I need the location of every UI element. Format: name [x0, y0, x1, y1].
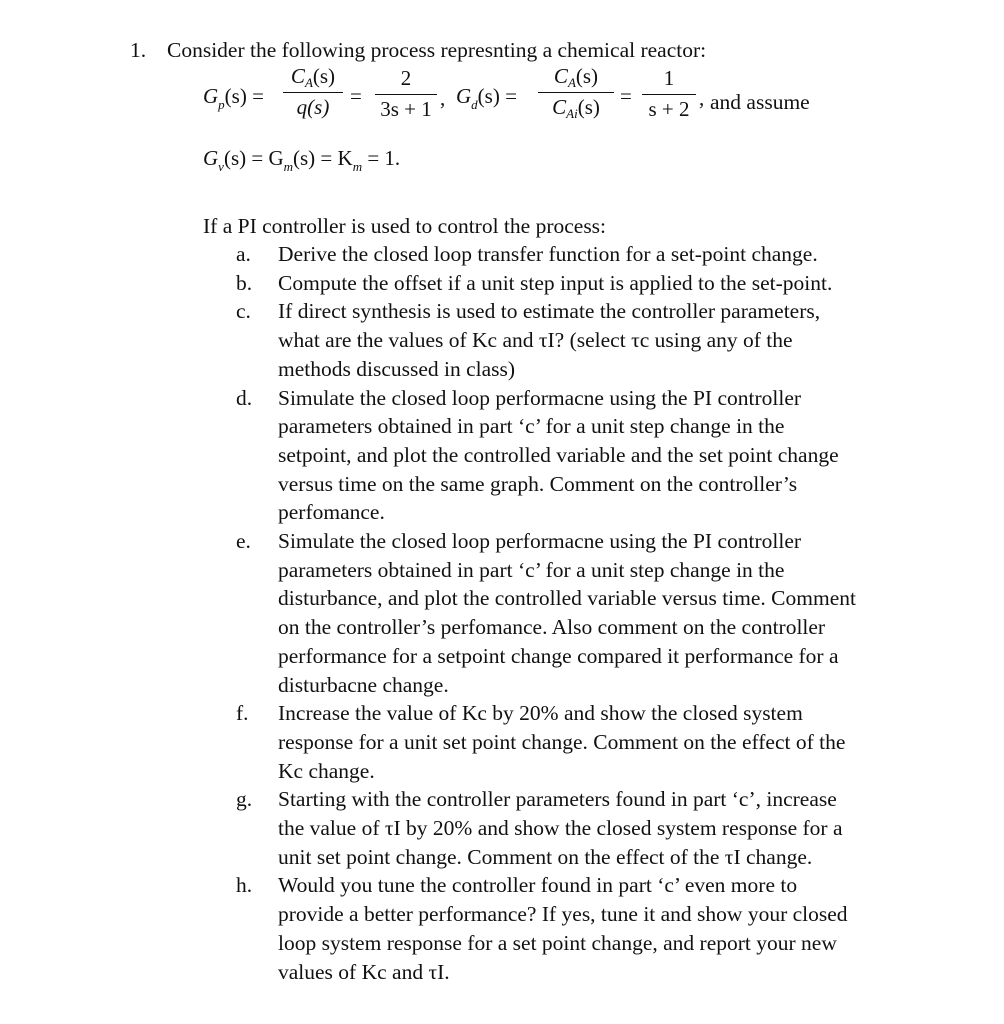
sub-question-text-line: Simulate the closed loop performacne using the PI controller: [278, 529, 802, 554]
sub-question-text-line: parameters obtained in part ‘c’ for a unit step change in the: [278, 414, 785, 439]
sub-question-text-line: versus time on the same graph. Comment on the controller’s: [278, 471, 798, 496]
sub-question-text-line: setpoint, and plot the controlled variable and the set point change: [278, 442, 839, 467]
sub-question-text-line: Increase the value of Kc by 20% and show the closed system: [278, 701, 803, 726]
sub-question-text-line: what are the values of Kc and τI? (select τc using any of the: [278, 328, 793, 353]
gp-fraction-symbolic: CA(s) q(s): [283, 64, 343, 120]
sub-question-list: [236, 240, 956, 986]
sub-question-text-line: Starting with the controller parameters found in part ‘c’, increase: [278, 787, 837, 812]
sub-question-g: [236, 785, 956, 871]
sub-question-text-line: Simulate the closed loop performacne using the PI controller: [278, 385, 802, 410]
sub-question-text-line: provide a better performance? If yes, tune it and show your closed: [278, 902, 848, 927]
sub-question-label: c.: [236, 299, 251, 324]
sub-question-b: [236, 269, 956, 298]
sub-question-label: b.: [236, 270, 253, 295]
gd-fraction-value: 1 s + 2: [642, 66, 696, 122]
sub-question-text-line: parameters obtained in part ‘c’ for a unit step change in the: [278, 557, 785, 582]
sub-question-text-line: loop system response for a set point change, and report your new: [278, 930, 837, 955]
sub-question-h: [236, 871, 956, 986]
sub-question-f: [236, 699, 956, 785]
sub-question-label: d.: [236, 385, 253, 410]
question-title: Consider the following process represnting a chemical reactor:: [167, 38, 707, 62]
sub-question-label: a.: [236, 242, 251, 266]
gp-lhs: $G_p(s)$ =: [203, 84, 264, 112]
sub-question-text-line: Kc change.: [278, 758, 375, 783]
gp-fraction-value: 2 3s + 1: [375, 66, 437, 122]
sub-question-text-line: methods discussed in class): [278, 356, 516, 381]
intro-text: If a PI controller is used to control the process:: [203, 214, 607, 238]
sub-question-text-line: disturbance, and plot the controlled variable versus time. Comment: [278, 586, 856, 611]
sub-question-text-line: performance for a setpoint change compared it performance for a: [278, 643, 839, 668]
sub-question-text-line: on the controller’s perfomance. Also comment on the controller: [278, 615, 826, 640]
sub-question-text-line: Would you tune the controller found in part ‘c’ even more to: [278, 873, 798, 898]
sub-question-text-line: response for a unit set point change. Comment on the effect of the: [278, 729, 846, 754]
sub-question-text-line: the value of τI by 20% and show the closed system response for a: [278, 816, 843, 841]
sub-question-text-line: Derive the closed loop transfer function for a set-point change.: [278, 242, 818, 266]
question-number: 1.: [130, 38, 147, 62]
sub-question-text-line: perfomance.: [278, 500, 385, 525]
sub-question-label: f.: [236, 701, 249, 726]
sub-question-c: [236, 297, 956, 383]
sub-question-text-line: If direct synthesis is used to estimate the controller parameters,: [278, 299, 821, 324]
sub-question-text-line: Compute the offset if a unit step input is applied to the set-point.: [278, 270, 833, 295]
sub-question-a: [236, 240, 956, 269]
sub-question-d: [236, 384, 956, 528]
sub-question-label: e.: [236, 529, 251, 554]
sub-question-text-line: disturbacne change.: [278, 672, 449, 697]
sub-question-e: [236, 527, 956, 699]
sub-question-text-line: values of Kc and τI.: [278, 959, 450, 984]
gd-fraction-symbolic: CA(s) CAi(s): [538, 64, 614, 120]
and-assume-text: and assume: [710, 90, 810, 114]
sub-question-label: h.: [236, 873, 253, 898]
gv-gm-equation: $G_v(s) = G_m(s) = K_m = 1$.: [203, 146, 401, 174]
sub-question-text-line: unit set point change. Comment on the effect of the τI change.: [278, 844, 813, 869]
gd-lhs: $G_d(s)$ =: [456, 84, 517, 112]
sub-question-label: g.: [236, 787, 253, 812]
